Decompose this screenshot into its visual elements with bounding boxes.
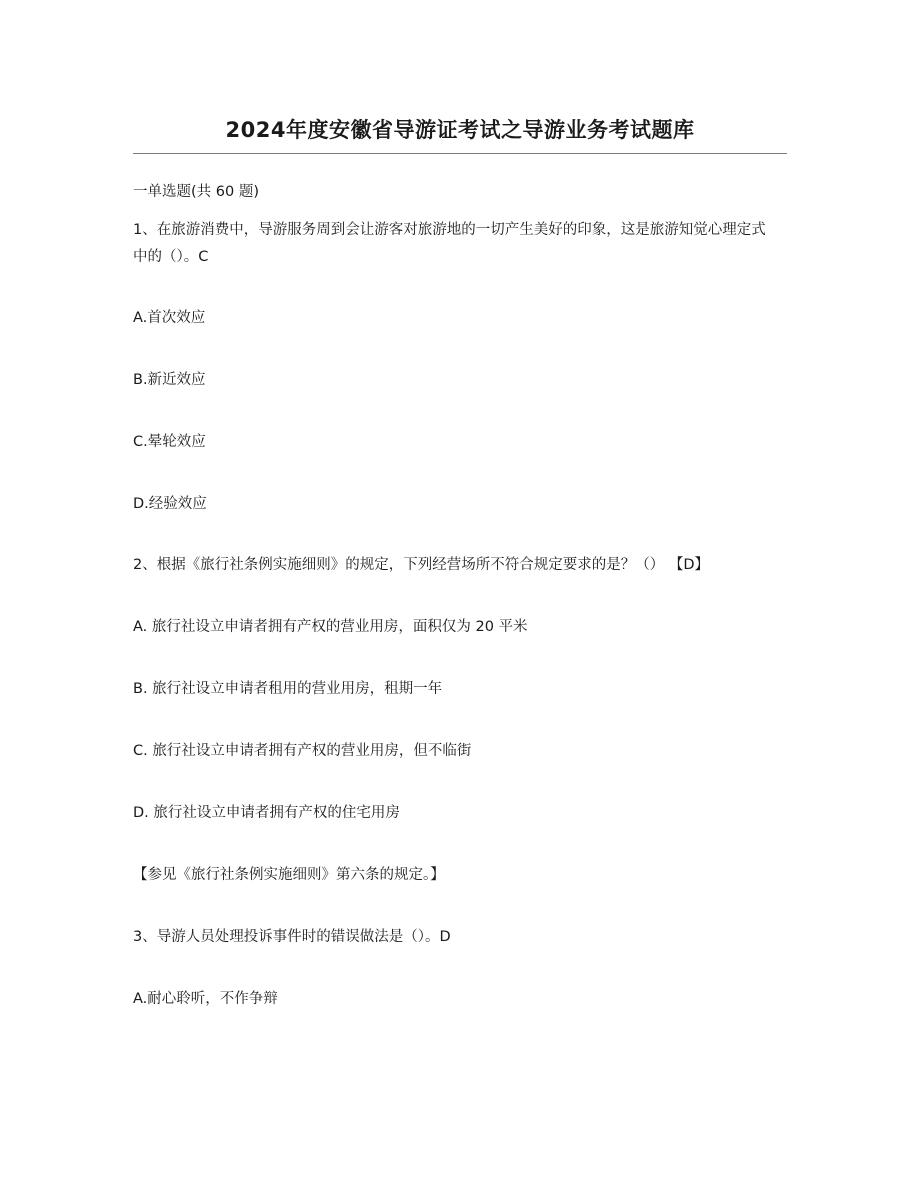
question-2-stem: 2、根据《旅行社条例实施细则》的规定，下列经营场所不符合规定要求的是？（） 【D】 xyxy=(133,557,709,573)
section-heading: 一单选题(共 60 题) xyxy=(133,184,259,200)
question-2-option-b: B. 旅行社设立申请者租用的营业用房，租期一年 xyxy=(133,681,443,697)
question-3-option-a: A.耐心聆听，不作争辩 xyxy=(133,991,278,1007)
question-1-stem: 1、在旅游消费中，导游服务周到会让游客对旅游地的一切产生美好的印象，这是旅游知觉心理定式中的（）。C xyxy=(133,222,766,265)
question-1-option-b: B.新近效应 xyxy=(133,372,206,388)
title-divider xyxy=(133,153,787,154)
question-2-option-d: D. 旅行社设立申请者拥有产权的住宅用房 xyxy=(133,805,400,821)
question-1-option-d: D.经验效应 xyxy=(133,496,207,512)
question-2-option-a: A. 旅行社设立申请者拥有产权的营业用房，面积仅为 20 平米 xyxy=(133,619,528,635)
page-title: 2024年度安徽省导游证考试之导游业务考试题库 xyxy=(225,118,695,142)
question-3-stem: 3、导游人员处理投诉事件时的错误做法是（）。D xyxy=(133,929,451,945)
question-1-option-c: C.晕轮效应 xyxy=(133,434,206,450)
question-1-option-a: A.首次效应 xyxy=(133,310,206,326)
question-2-option-c: C. 旅行社设立申请者拥有产权的营业用房，但不临街 xyxy=(133,743,472,759)
question-2-note: 【参见《旅行社条例实施细则》第六条的规定。】 xyxy=(133,867,445,883)
